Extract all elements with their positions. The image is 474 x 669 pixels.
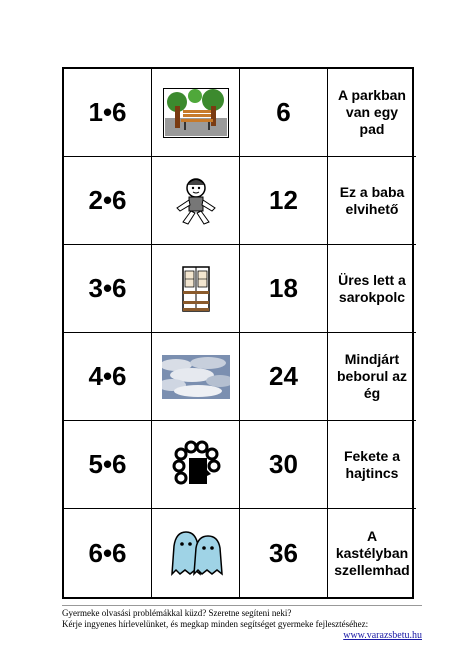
picture-cell — [152, 333, 240, 421]
expression-cell — [64, 421, 152, 509]
doll-icon — [173, 176, 219, 226]
footer-divider — [62, 605, 422, 606]
sentence-cell — [328, 509, 416, 597]
footer-link[interactable]: www.varazsbetu.hu — [343, 630, 422, 641]
answer-cell — [240, 157, 328, 245]
expression: 6•6 — [88, 537, 127, 568]
expression: 5•6 — [88, 449, 127, 479]
expression: 2•6 — [88, 185, 127, 215]
sentence: A kastélyban szellemhad — [334, 527, 410, 578]
sentence: Fekete a hajtincs — [343, 447, 401, 481]
sentence-cell — [328, 245, 416, 333]
curly-hair-head-icon — [171, 440, 221, 490]
cloudy-sky-icon — [162, 355, 230, 399]
sentence-cell — [328, 157, 416, 245]
answer-cell — [240, 245, 328, 333]
expression-cell — [64, 69, 152, 157]
answer-cell — [240, 69, 328, 157]
sentence: Ez a baba elvihető — [339, 183, 405, 217]
sentence-cell — [328, 421, 416, 509]
picture-cell — [152, 245, 240, 333]
ghosts-icon — [168, 528, 224, 578]
expression: 1•6 — [88, 97, 127, 127]
card-grid — [62, 67, 414, 599]
expression: 3•6 — [88, 273, 127, 303]
answer: 18 — [269, 273, 298, 303]
answer: 30 — [269, 449, 298, 479]
footer-question: Gyermeke olvasási problémákkal küzd? Szeretne segíteni neki? — [62, 608, 292, 618]
answer: 36 — [269, 537, 298, 568]
sentence: A parkban van egy pad — [338, 87, 406, 137]
sentence-cell — [328, 333, 416, 421]
footer-invite: Kérje ingyenes hírlevelünket, és megkap minden segítséget gyermeke fejlesztéséhez: — [62, 619, 369, 629]
corner-shelf-icon — [181, 265, 211, 313]
answer-cell — [240, 333, 328, 421]
sentence: Mindjárt beborul az ég — [336, 351, 407, 401]
answer: 6 — [276, 97, 291, 127]
expression: 4•6 — [88, 361, 127, 391]
expression-cell — [64, 509, 152, 597]
expression-cell — [64, 157, 152, 245]
answer-cell — [240, 421, 328, 509]
picture-cell — [152, 69, 240, 157]
picture-cell — [152, 421, 240, 509]
expression-cell — [64, 245, 152, 333]
answer-cell — [240, 509, 328, 597]
park-bench-icon — [163, 88, 229, 138]
expression-cell — [64, 333, 152, 421]
picture-cell — [152, 509, 240, 597]
answer: 24 — [269, 361, 298, 391]
sentence: Üres lett a sarokpolc — [338, 271, 406, 305]
sentence-cell — [328, 69, 416, 157]
answer: 12 — [269, 185, 298, 215]
picture-cell — [152, 157, 240, 245]
